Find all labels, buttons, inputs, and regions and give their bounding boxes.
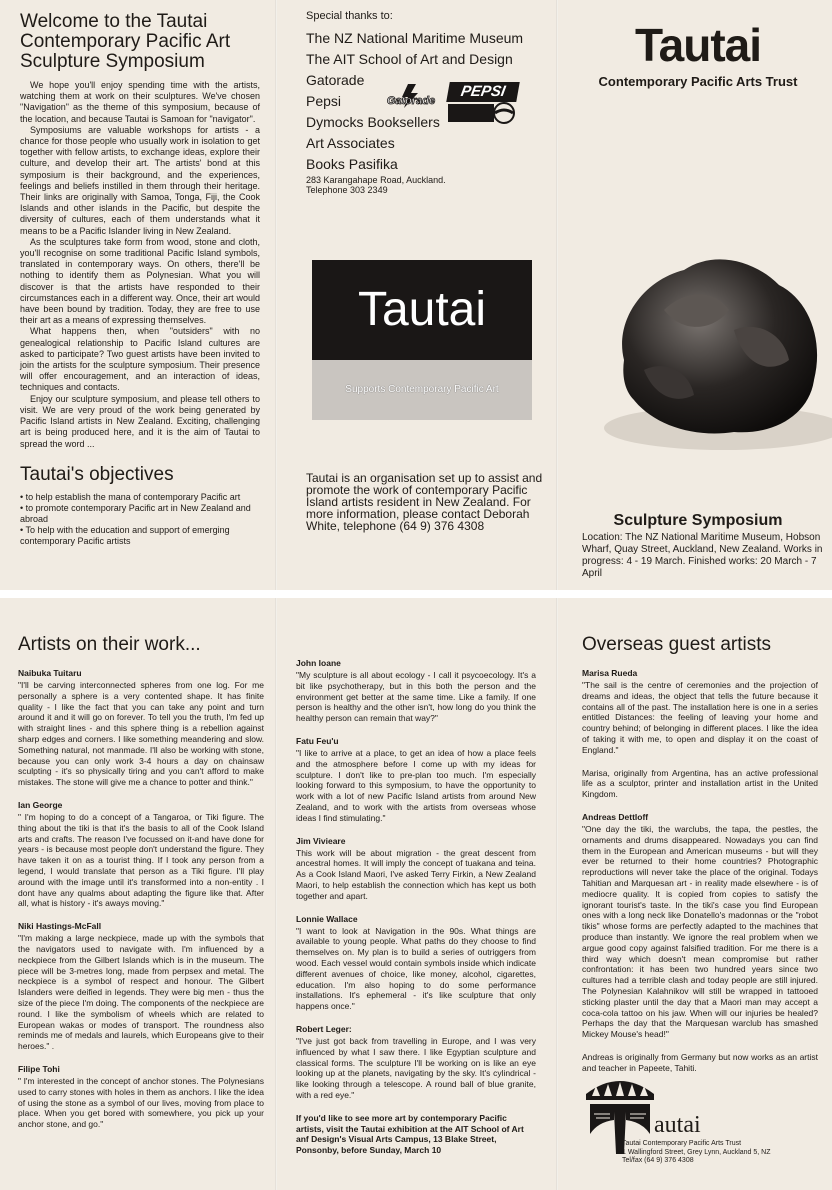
artist-entry	[296, 736, 536, 824]
sculpture-photo	[594, 240, 832, 460]
welcome-paragraph: As the sculptures take form from wood, stone and cloth, you'll recognise on some traditional Pacific Island symbols, translated in contemporary ways. On others, there'll be nothing to identify them as Polynesian. What you will discover is that the artists have responded to their circumstances each in a different way. Once, their art would have been bound by tradition. Today, they are free to use their art as a means of expressing themselves.	[20, 236, 260, 326]
artists-column-1	[18, 598, 264, 1190]
footer-address: 1 Wallingford Street, Grey Lynn, Auckland 5, NZ	[622, 1148, 771, 1156]
artist-quote: "I've just got back from travelling in Europe, and I was very influenced by what I saw there. I like Egyptian sculpture and classical forms. The sculpture I'll be working on is like an eye looking up at the planets, navigating by the sky. It's cylindrical - like looking through a telescope. A round ball of blue granite, with a red eye."	[296, 1035, 536, 1100]
artist-name: John Ioane	[296, 658, 341, 668]
artist-bio	[582, 1052, 818, 1074]
artist-entry	[18, 1064, 264, 1130]
artist-quote: "I like to arrive at a place, to get an idea of how a place feels and the atmosphere before I come up with my ideas for sculpture. I don't like to pre-plan too much. I'm especially looking forward to this symposium, to have the opportunity to work with a lot of new Pacific Island artists from around New Zealand, and to work with the artists from overseas whose ideas I find stimulating."	[296, 747, 536, 823]
artist-quote: "One day the tiki, the warclubs, the tapa, the pestles, the ornaments and drums disappeared. Nowadays you can find them in the European and American museums - but will they ever be returned to their home countries? Photographic reproductions will never take the place of the original. Todays Tahitian and Marquesan art - in reality made elsewhere - is of mediocre quality. It is copied from copies to satisfy the ignorant tourist's taste. In the tiki's case you find European ones with a long neck like Donatello's madonnas or the "robot tikis" whose forms are perfectly adapted to the machines that produce than instantly. We ignore the real problem when we argue good copy against falsified tradition. For me there is a third way which doesn't mean compromise but rather confrontation: it has been two hundred years since two cultures had a terrible clash and today people are still injured. The Polynesian Kalahnikov will still be wrapped in tattooed sticking plaster until the day that a Maori man may accept a coca-cola tattoo on his jaw. When will our injuries be healed? Perhaps the day that the Marquesan warclub has smashed Mickey Mouse's head!"	[582, 823, 818, 1040]
artist-bio	[582, 768, 818, 800]
sponsor-item: Gatorade	[306, 72, 365, 88]
artist-name: Marisa Rueda	[582, 668, 638, 678]
bookshop-telephone: Telephone 303 2349	[306, 185, 388, 195]
objective-item: • To help with the education and support of emerging contemporary Pacific artists	[20, 525, 260, 547]
organisation-description: Tautai is an organisation set up to assist and promote the work of contemporary Pacific Island artists resident in New Zealand. For more information, please contact Deborah White, telephone (64 9) 376 4308	[306, 471, 543, 533]
overseas-title: Overseas guest artists	[582, 634, 772, 655]
sponsors-panel	[282, 0, 552, 590]
artist-entry	[582, 668, 818, 756]
artist-name: Jim Vivieare	[296, 835, 346, 846]
thanks-heading: Special thanks to:	[306, 10, 393, 22]
artist-name: Niki Hastings-McFall	[18, 921, 102, 932]
overseas-column	[582, 598, 818, 1190]
artist-name: Fatu Feu'u	[296, 735, 339, 746]
artist-name: Ian George	[18, 799, 63, 810]
bookshop-address: 283 Karangahape Road, Auckland.	[306, 175, 446, 185]
objective-item: • to promote contemporary Pacific art in New Zealand and abroad	[20, 503, 260, 525]
artist-entry	[582, 812, 818, 1040]
sponsor-item: Pepsi	[306, 93, 342, 109]
brochure-outer-side	[0, 0, 832, 590]
welcome-panel	[20, 0, 260, 590]
welcome-paragraph: We hope you'll enjoy spending time with the artists, watching them at work on their sculptures. We've chosen "Navigation" as the theme of this symposium, because of the location, and because Tautai is Samoan for "navigator".	[20, 80, 260, 124]
welcome-title: Welcome to the Tautai Contemporary Pacific Art Sculpture Symposium	[20, 11, 231, 72]
welcome-text	[20, 80, 260, 450]
artist-bio-text: Andreas is originally from Germany but now works as an artist and teacher in Papeete, Tahiti.	[582, 1051, 818, 1073]
artist-name: Filipe Tohi	[18, 1063, 60, 1074]
welcome-paragraph: Enjoy our sculpture symposium, and please tell others to visit. We are very proud of the work being generated by Pacific Island artists in New Zealand. Exciting, challenging art is being produced here, and it is the aim of Tautai to spread the word ...	[20, 393, 260, 449]
fold-line	[275, 598, 277, 1190]
artist-quote: "The sail is the centre of ceremonies and the projection of dreams and ideas, the object that tells the future because it contains all of the past. The installation here is one in a series entitled Distances: the feeling of leaving your home and country behind; of belonging in different places. I like the idea of taking it with me, to open and display it on the coast of England."	[582, 680, 818, 755]
artist-quote: " I'm interested in the concept of anchor stones. The Polynesians used to carry stones with holes in them as anchors. I like the idea of using the stone as a symbol of our lives, moving from place to place. When you get bored with somewhere, you pick up your anchor stone, and go."	[18, 1075, 264, 1130]
symposium-title: Sculpture Symposium	[613, 512, 783, 529]
cover-subtitle: Contemporary Pacific Arts Trust	[598, 74, 798, 89]
pepsi-wordmark: PEPSI	[446, 82, 520, 102]
welcome-paragraph: Symposiums are valuable workshops for artists - a chance for those people who usually work in isolation to get together with fellow artists, to exchange ideas, explore their culture, and develop their art. The artists' bond at this symposium is their background, and the experiences, feelings and beliefs instilled in them through their heritage. Their links are originally with Samoa, Tonga, Fiji, the Cook Islands and other islands in the Pacific, but despite the diversity of cultures, each of them understands what it means to be a Pacific Islander living in New Zealand.	[20, 124, 260, 236]
box-logo-tagline: Supports Contemporary Pacific Art	[312, 360, 532, 420]
sponsor-item: Books Pasifika	[306, 156, 398, 172]
pepsi-logo	[448, 82, 518, 124]
tautai-box-logo	[312, 260, 532, 420]
artist-entry	[296, 1024, 536, 1101]
sponsor-item: Art Associates	[306, 135, 395, 151]
cover-panel	[564, 0, 832, 590]
sponsor-item: The AIT School of Art and Design	[306, 51, 513, 67]
artist-name: Naibuka Tuitaru	[18, 668, 82, 678]
pepsi-globe-icon	[448, 102, 518, 124]
fold-line	[556, 598, 558, 1190]
gatorade-wordmark: Gatorade	[386, 95, 436, 107]
artist-entry	[296, 658, 536, 724]
footer-logo-block	[582, 1074, 818, 1184]
artist-entry	[296, 836, 536, 902]
artist-entry	[18, 921, 264, 1052]
artist-name: Lonnie Wallace	[296, 913, 358, 924]
artist-entry	[18, 800, 264, 909]
artists-column-2	[296, 598, 536, 1190]
artist-quote: "I'll be carving interconnected spheres from one log. For me personally a sphere is a very contented shape. It has finite quality - I like the fact that you can take any point and turn around it and it will go on forever. To tell you the truth, I'm fed up with straight lines - and this sphere thing is a rebellion against sharp edges and corners. I like something meandering and slow. Something natural, not manmade. I'll also be working with stone, because you can only work 3-4 hours a day on chainsaw sculpting - it's so physically tiring and you can't afford to make mistakes. The stone will give me a chance to potter and think."	[18, 680, 264, 788]
artist-quote: "My sculpture is all about ecology - I call it psycoecology. It's a bit like psychotherapy, but in this both the person and the environment get better at the same time. Like a family. If one person is healthy and the other isn't, how long do you think the healthy person can remain that way?"	[296, 670, 536, 724]
box-logo-title: Tautai	[312, 260, 532, 360]
fold-line	[556, 0, 558, 590]
artist-quote: " I'm hoping to do a concept of a Tangaroa, or Tiki figure. The thing about the tiki is that it's the basis to all of the Cook Island arts and crafts. The reason I've focussed on it-and have done for years - is because most people don't understand the figure. They have taken it on as a tourist thing. If I took any person from a legend, I would translate that person as a Tiki figure. I'll play around with the image until it's transformed into a non-entity . I dont have any qualms about adapting the figure like that. After all, what is history - it's aways moving."	[18, 811, 264, 909]
footer-org-name: Tautai Contemporary Pacific Arts Trust	[622, 1140, 742, 1147]
exhibition-call-to-action: If you'd like to see more art by contemporary Pacific artists, visit the Tautai exhibition at the AIT School of Art anf Design's Visual Arts Campus, 13 Blake Street, Ponsonby, before Sunday, March 10	[296, 1112, 524, 1156]
artist-name: Andreas Dettloff	[582, 811, 649, 822]
artist-quote: This work will be about migration - the great descent from ancestral homes. It will imply the concept of tuakana and teina. As a Cook Island Maori, I've asked Terry Firkin, a New Zealand Maori, to help establish the connection which has kept us both together and apart.	[296, 847, 536, 901]
fold-line	[275, 0, 277, 590]
artist-quote: "I'm making a large neckpiece, made up with the symbols that the navigators used to navigate with. I'm influenced by a neckpiece from the Gilbert Islands which is in the museum. The piece will be 3-metres long, made from perpsex and metal. The neckpiece is a symbol of respect and honour. The Gilbert Islanders were deified in legends. They were big men - thus the size of the piece I'm doing. The components of the neckpiece are round. I like the symbolism of wheels which are related to European wakas or modes of transport. The roundness also reminds me of medals and laurels, which Europeans give to their heroes." .	[18, 933, 264, 1052]
footer-telephone: Tel/fax (64 9) 376 4308	[622, 1157, 694, 1164]
artist-quote: "I want to look at Navigation in the 90s. What things are available to young people. What paths do they choose to find themselves on. My plan is to build a series of outriggers from wood. Each vessel would contain symbols inside which indicate different avenues of choice, like money, alcohol, cigarettes, education. I'm also hoping to do some performance installations. It's ephemeral - it's like sculpture that only happens once."	[296, 925, 536, 1012]
cover-brand: Tautai	[634, 19, 762, 71]
artist-entry	[18, 668, 264, 788]
gatorade-logo	[378, 84, 444, 116]
objective-item: • to help establish the mana of contemporary Pacific art	[20, 492, 260, 503]
artist-name: Robert Leger:	[296, 1023, 352, 1034]
objectives-list	[20, 492, 260, 547]
footer-logo-text: autai	[654, 1112, 701, 1138]
brochure-inner-side	[0, 598, 832, 1190]
artists-title: Artists on their work...	[18, 634, 201, 655]
artist-entry	[296, 914, 536, 1012]
symposium-location: Location: The NZ National Maritime Museum, Hobson Wharf, Quay Street, Auckland, New Zealand. Works in progress: 4 - 19 March. Finished works: 20 March - 7 April	[582, 532, 823, 579]
artist-bio-text: Marisa, originally from Argentina, has an active professional life as a sculptor, printer and installation artist in the United Kingdom.	[582, 767, 818, 800]
welcome-paragraph: What happens then, when "outsiders" with no genealogical relationship to Pacific Island cultures are asked to participate? Two guest artists have been invited to join the artists for the sculpture symposium. Their presence will offer encouragement, and an interaction of ideas, techniques and contacts.	[20, 326, 260, 393]
sponsor-item: The NZ National Maritime Museum	[306, 30, 524, 46]
sponsor-item: Dymocks Booksellers	[306, 114, 440, 130]
footer-contact	[622, 1140, 818, 1166]
objectives-title: Tautai's objectives	[20, 463, 174, 485]
